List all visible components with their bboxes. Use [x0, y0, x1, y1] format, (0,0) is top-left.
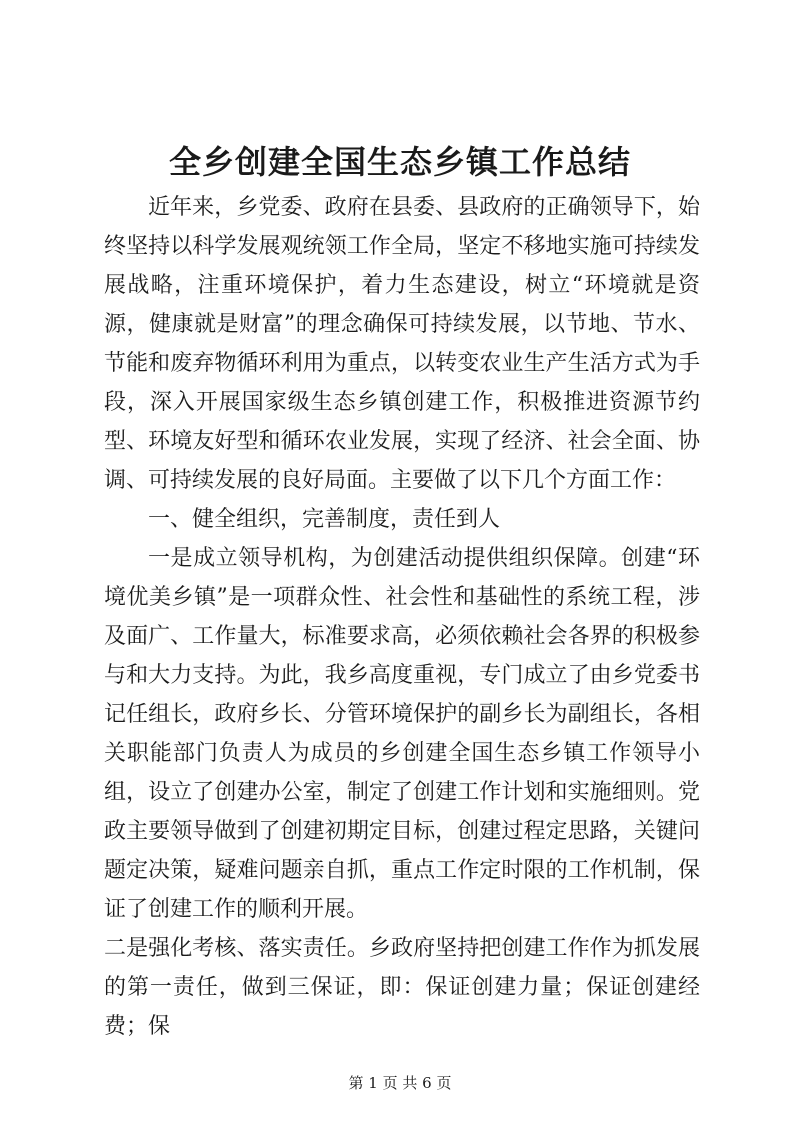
section-heading-1: 一、健全组织，完善制度，责任到人	[148, 507, 501, 532]
page-footer: 第 1 页 共 6 页	[348, 1074, 452, 1092]
document-body	[104, 188, 700, 1046]
paragraph-responsibility: 二是强化考核、落实责任。乡政府坚持把创建工作作为抓发展的第一责任，做到三保证，即：保证创建力量；保证创建经费；保	[104, 936, 700, 1039]
paragraph-leadership: 一是成立领导机构，为创建活动提供组织保障。创建“环境优美乡镇”是一项群众性、社会性和基础性的系统工程，涉及面广、工作量大，标准要求高，必须依赖社会各界的积极参与和大力支持。为此，我乡高度重视，专门成立了由乡党委书记任组长，政府乡长、分管环境保护的副乡长为副组长，各相关职能部门负责人为成员的乡创建全国生态乡镇工作领导小组，设立了创建办公室，制定了创建工作计划和实施细则。党政主要领导做到了创建初期定目标，创建过程定思路，关键问题定决策，疑难问题亲自抓，重点工作定时限的工作机制，保证了创建工作的顺利开展。	[104, 546, 700, 922]
document-title: 全乡创建全国生态乡镇工作总结	[168, 143, 631, 181]
paragraph-intro: 近年来，乡党委、政府在县委、县政府的正确领导下，始终坚持以科学发展观统领工作全局，坚定不移地实施可持续发展战略，注重环境保护，着力生态建设，树立“环境就是资源，健康就是财富”的理念确保可持续发展，以节地、节水、节能和废弃物循环利用为重点，以转变农业生产生活方式为手段，深入开展国家级生态乡镇创建工作，积极推进资源节约型、环境友好型和循环农业发展，实现了经济、社会全面、协调、可持续发展的良好局面。主要做了以下几个方面工作：	[104, 195, 700, 493]
